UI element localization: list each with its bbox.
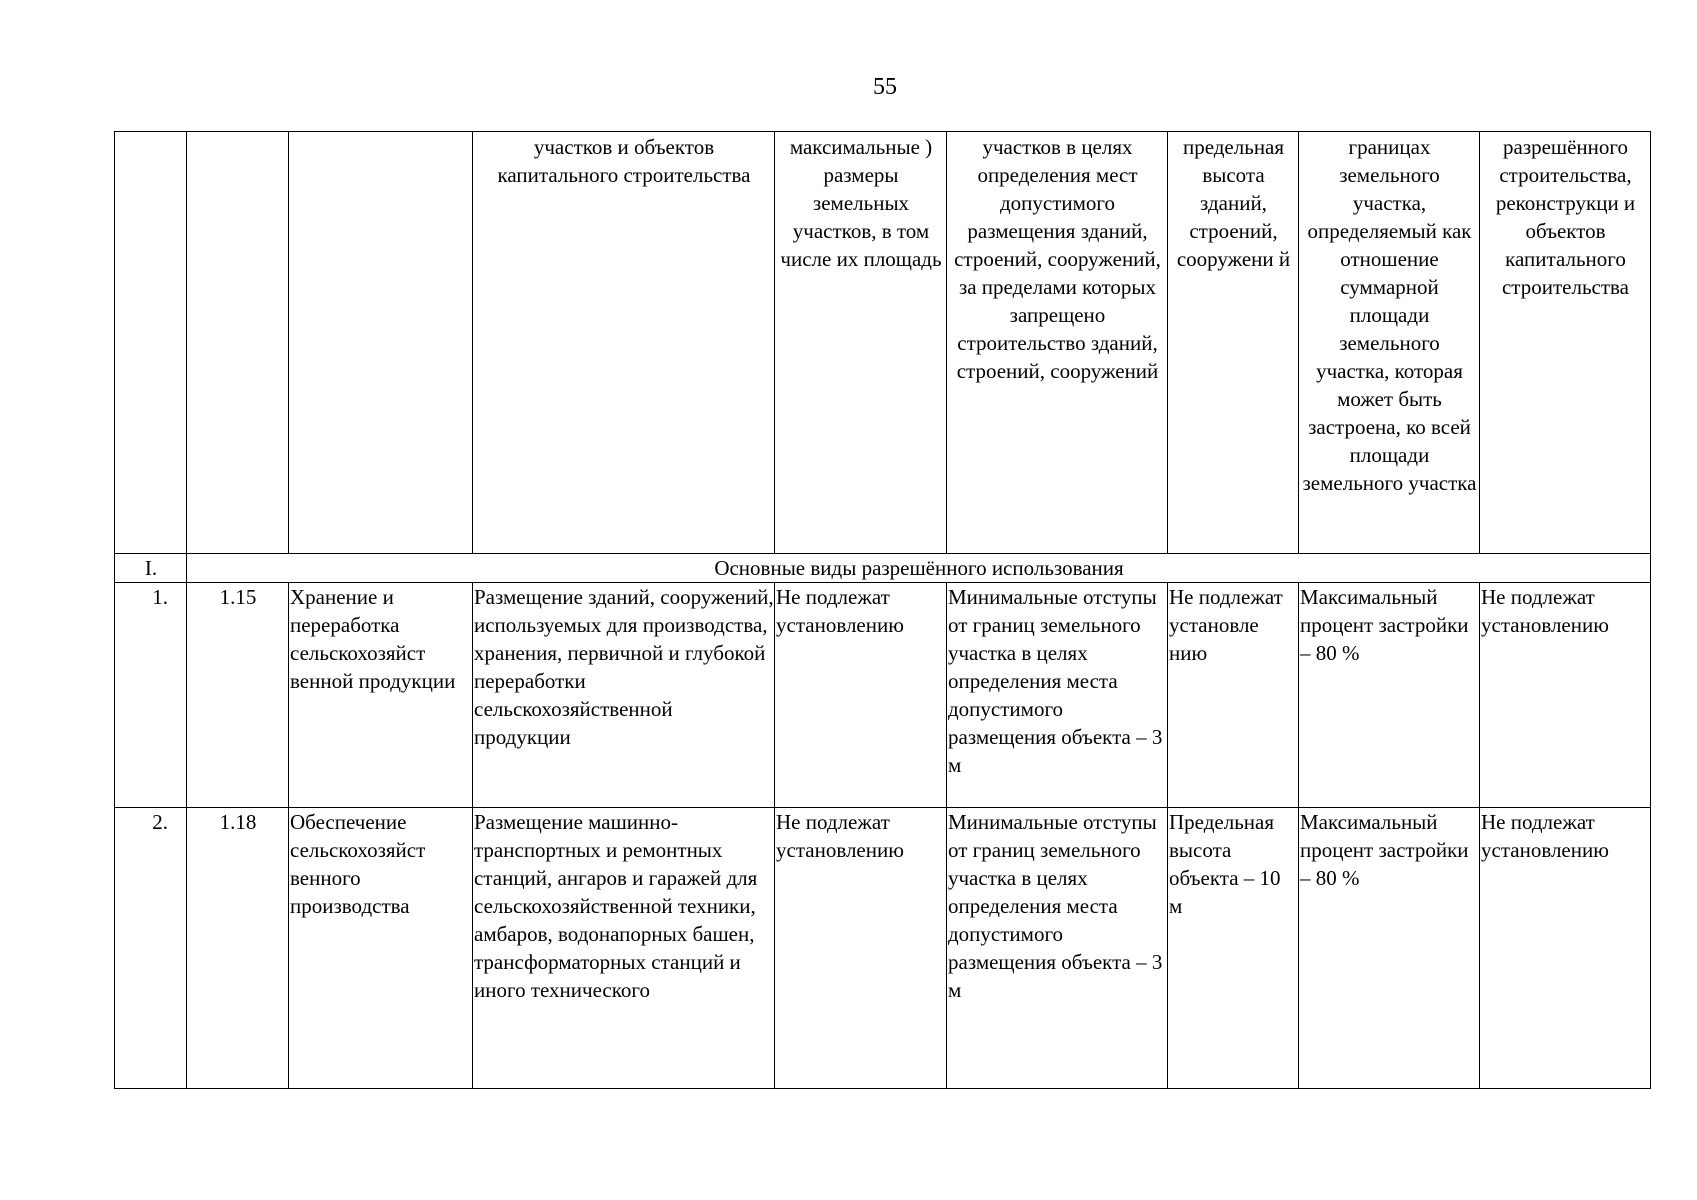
- section-row: [115, 554, 1651, 583]
- header-row-continuation: [115, 132, 1651, 554]
- header-cell-code: [187, 132, 289, 554]
- row-coverage: Максимальный процент застройки – 80 %: [1299, 583, 1480, 808]
- row-other: Не подлежат установлению: [1480, 583, 1651, 808]
- row-height: Предельная высота объекта – 10 м: [1168, 808, 1299, 1089]
- row-use-name: Обеспечение сельскохозяйст венного производства: [289, 808, 473, 1089]
- header-cell-num: [115, 132, 187, 554]
- row-use-name: Хранение и переработка сельскохозяйст венной продукции: [289, 583, 473, 808]
- header-cell-other: разрешённого строительства, реконструкци и объектов капитального строительства: [1480, 132, 1651, 554]
- row-code: 1.18: [187, 808, 289, 1089]
- header-cell-description: участков и объектов капитального строительства: [473, 132, 775, 554]
- header-cell-setbacks: участков в целях определения мест допустимого размещения зданий, строений, сооружений, за пределами которых запрещено строительство зданий, строений, сооружений: [947, 132, 1168, 554]
- row-plot-size: Не подлежат установлению: [775, 583, 947, 808]
- header-cell-height: предельная высота зданий, строений, сооружени й: [1168, 132, 1299, 554]
- table-row: [115, 808, 1651, 1089]
- land-use-table: [114, 131, 1651, 1089]
- row-description: Размещение зданий, сооружений, используемых для производства, хранения, первичной и глубокой переработки сельскохозяйственной продукции: [473, 583, 775, 808]
- row-other: Не подлежат установлению: [1480, 808, 1651, 1089]
- section-title: Основные виды разрешённого использования: [187, 554, 1651, 583]
- section-number: I.: [115, 554, 187, 583]
- row-plot-size: Не подлежат установлению: [775, 808, 947, 1089]
- header-cell-plot-size: максимальные ) размеры земельных участков, в том числе их площадь: [775, 132, 947, 554]
- table-row: [115, 583, 1651, 808]
- row-coverage: Максимальный процент застройки – 80 %: [1299, 808, 1480, 1089]
- row-number: 2.: [115, 808, 187, 1089]
- page-number: 55: [873, 74, 897, 100]
- row-code: 1.15: [187, 583, 289, 808]
- row-height: Не подлежат установле нию: [1168, 583, 1299, 808]
- header-cell-name: [289, 132, 473, 554]
- row-number: 1.: [115, 583, 187, 808]
- row-setbacks: Минимальные отступы от границ земельного участка в целях определения места допустимого размещения объекта – 3 м: [947, 583, 1168, 808]
- row-setbacks: Минимальные отступы от границ земельного участка в целях определения места допустимого размещения объекта – 3 м: [947, 808, 1168, 1089]
- row-description: Размещение машинно-транспортных и ремонтных станций, ангаров и гаражей для сельскохозяйственной техники, амбаров, водонапорных башен, трансформаторных станций и иного технического: [473, 808, 775, 1089]
- header-cell-coverage: границах земельного участка, определяемый как отношение суммарной площади земельного участка, которая может быть застроена, ко всей площади земельного участка: [1299, 132, 1480, 554]
